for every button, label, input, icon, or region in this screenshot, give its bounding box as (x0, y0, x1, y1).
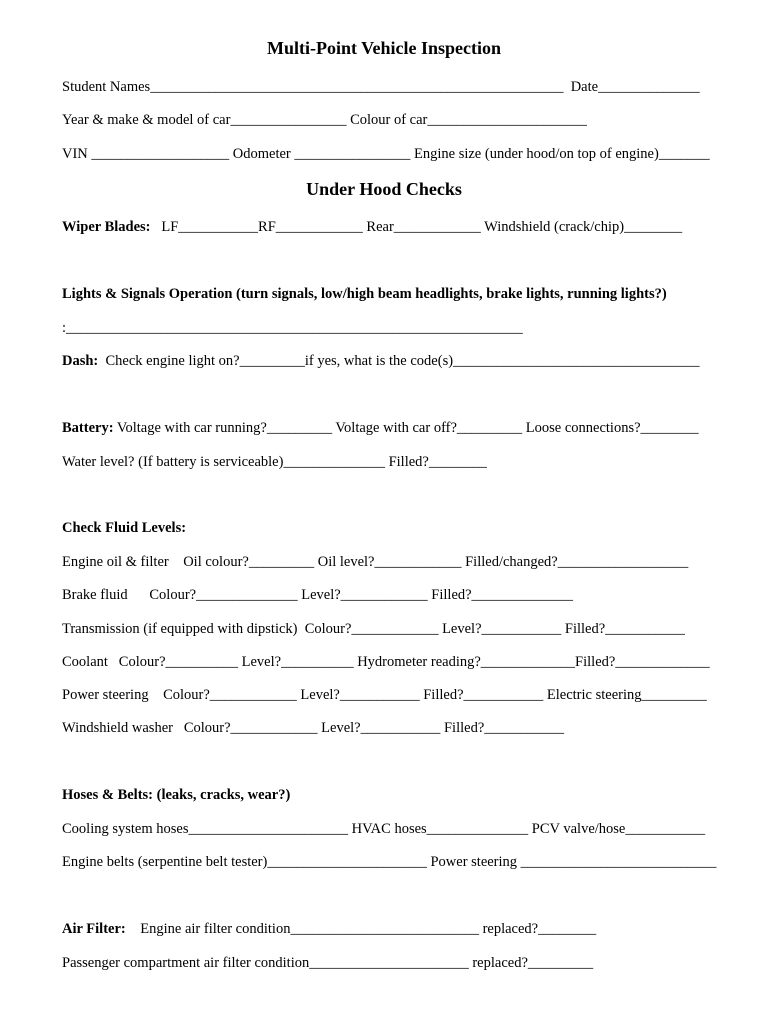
battery-label: Battery: (62, 420, 114, 436)
wiper-blades-label: Wiper Blades: (62, 219, 151, 235)
cabin-air-filter-line: Passenger compartment air filter condition______________________ replaced?_________ (62, 955, 594, 971)
check-fluid-levels-heading: Check Fluid Levels: (62, 520, 187, 536)
dash-label: Dash: (62, 353, 99, 369)
coolant-line: Coolant Colour?__________ Level?__________ Hydrometer reading?_____________Filled?_____________ (62, 654, 710, 670)
power-steering-line: Power steering Colour?____________ Level?___________ Filled?___________ Electric steering_________ (62, 687, 707, 703)
wiper-blades-fields: LF___________RF____________ Rear____________ Windshield (crack/chip)________ (150, 219, 683, 235)
battery-fields: Voltage with car running?_________ Voltage with car off?_________ Loose connections?________ (113, 420, 699, 436)
dash-fields: Check engine light on?_________if yes, what is the code(s)__________________________________ (98, 353, 700, 369)
engine-oil-line: Engine oil & filter Oil colour?_________ Oil level?____________ Filled/changed?__________________ (62, 554, 689, 570)
air-filter-fields: Engine air filter condition__________________________ replaced?________ (125, 921, 597, 937)
air-filter-label: Air Filter: (62, 921, 126, 937)
battery-line (62, 419, 699, 437)
air-filter-line (62, 920, 596, 938)
year-make-model-line: Year & make & model of car________________ Colour of car______________________ (62, 112, 587, 128)
section-title-under-hood: Under Hood Checks (306, 179, 462, 199)
student-names-line: Student Names_________________________________________________________ Date______________ (62, 79, 700, 95)
lights-signals-blank: :_______________________________________________________________ (62, 320, 523, 336)
cooling-system-hoses-line: Cooling system hoses______________________ HVAC hoses______________ PCV valve/hose___________ (62, 821, 706, 837)
transmission-line: Transmission (if equipped with dipstick) Colour?____________ Level?___________ Filled?___________ (62, 621, 685, 637)
water-level-line: Water level? (If battery is serviceable)______________ Filled?________ (62, 454, 487, 470)
page-title: Multi-Point Vehicle Inspection (266, 38, 501, 58)
lights-signals-heading: Lights & Signals Operation (turn signals, low/high beam headlights, brake lights, running lights?) (62, 286, 667, 302)
dash-line (62, 352, 700, 370)
vin-odometer-line: VIN ___________________ Odometer ________________ Engine size (under hood/on top of engine)_______ (62, 146, 710, 162)
hoses-belts-heading: Hoses & Belts: (leaks, cracks, wear?) (62, 787, 291, 803)
engine-belts-line: Engine belts (serpentine belt tester)______________________ Power steering ___________________________ (62, 854, 717, 870)
brake-fluid-line: Brake fluid Colour?______________ Level?____________ Filled?______________ (62, 587, 574, 603)
wiper-blades-line (62, 218, 682, 236)
windshield-washer-line: Windshield washer Colour?____________ Level?___________ Filled?___________ (62, 720, 565, 736)
